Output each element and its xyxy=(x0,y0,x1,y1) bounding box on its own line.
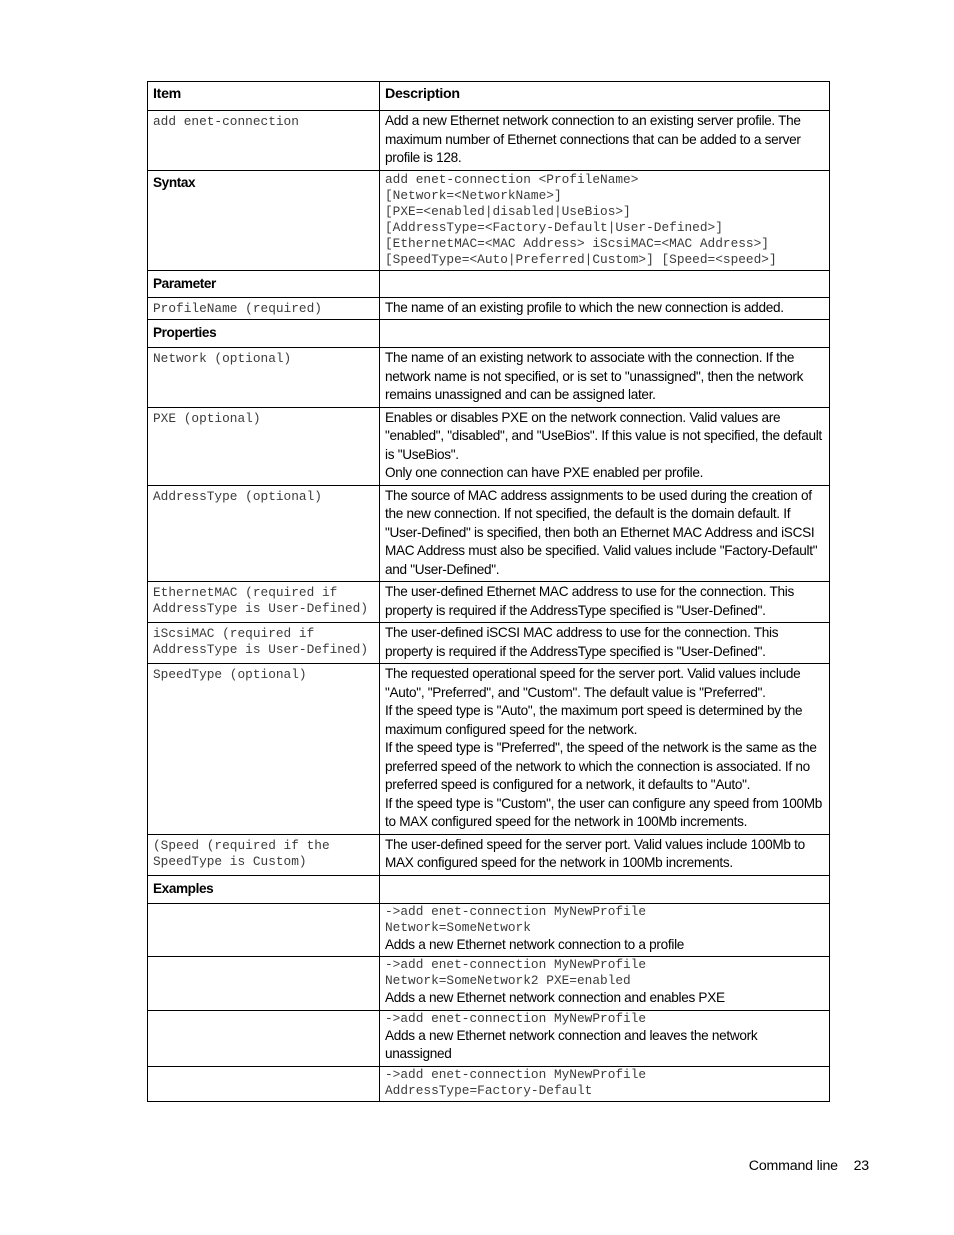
header-item: Item xyxy=(148,82,380,111)
parameter-1-name: ProfileName (required) xyxy=(153,300,322,316)
property-speed-name: (Speed (required if the SpeedType is Custom) xyxy=(153,837,338,869)
property-network-description xyxy=(380,348,830,408)
description-line: The user-defined Ethernet MAC address to use for the connection. This property is required if the AddressType specified is "User-Defined". xyxy=(385,584,794,618)
parameter-section-row xyxy=(148,270,830,297)
example-command: ->add enet-connection MyNewProfile Network=SomeNetwork xyxy=(385,903,647,935)
property-speedtype-name: SpeedType (optional) xyxy=(153,667,307,682)
description-line: The user-defined speed for the server port. Valid values include 100Mb to MAX configured speed for the network in 100Mb increments. xyxy=(385,836,805,870)
properties-section-row xyxy=(148,320,830,348)
description-line: The name of an existing profile to which the new connection is added. xyxy=(385,299,784,315)
syntax-line: [EthernetMAC=<MAC Address> iScsiMAC=<MAC Address>] xyxy=(385,235,769,251)
properties-label: Properties xyxy=(148,320,380,348)
examples-section-row xyxy=(148,875,830,903)
command-row xyxy=(148,111,830,171)
syntax-line: [SpeedType=<Auto|Preferred|Custom>] [Speed=<speed>] xyxy=(385,251,777,267)
syntax-line: [AddressType=<Factory-Default|User-Defined>] xyxy=(385,219,723,235)
property-ethernetmac-description xyxy=(380,582,830,623)
parameter-1-row xyxy=(148,297,830,320)
example-command: ->add enet-connection MyNewProfile xyxy=(385,1010,647,1026)
example-row xyxy=(148,1010,830,1066)
description-line: Only one connection can have PXE enabled per profile. xyxy=(385,465,704,480)
property-iscsimac-row xyxy=(148,623,830,664)
property-addresstype-description xyxy=(380,485,830,582)
description-line: Enables or disables PXE on the network connection. Valid values are "enabled", "disabled", and "UseBios". If this value is not specified, the default is "UseBios". xyxy=(385,409,822,462)
property-addresstype-row xyxy=(148,485,830,582)
command-name: add enet-connection xyxy=(153,114,299,129)
table-header-row xyxy=(148,82,830,111)
property-speedtype-row xyxy=(148,664,830,835)
examples-label: Examples xyxy=(148,875,380,903)
page-footer xyxy=(749,1158,869,1174)
property-iscsimac-description xyxy=(380,623,830,664)
syntax-label: Syntax xyxy=(148,170,380,270)
property-pxe-row xyxy=(148,407,830,485)
syntax-lines xyxy=(385,172,825,268)
property-pxe-name: PXE (optional) xyxy=(153,410,261,426)
example-row xyxy=(148,957,830,1011)
property-pxe-description xyxy=(380,407,830,485)
property-ethernetmac-name: EthernetMAC (required if AddressType is User-Defined) xyxy=(153,585,369,616)
example-row xyxy=(148,903,830,957)
header-description: Description xyxy=(380,82,830,111)
syntax-code xyxy=(380,170,830,270)
description-line: If the speed type is "Auto", the maximum port speed is determined by the maximum configured speed for the network. xyxy=(385,703,803,737)
example-description: Adds a new Ethernet network connection and leaves the network unassigned xyxy=(385,1027,758,1061)
property-speed-row xyxy=(148,834,830,875)
parameter-1-description xyxy=(380,297,830,320)
command-reference-table xyxy=(147,81,830,1102)
description-line: The name of an existing network to associate with the connection. If the network name is not specified, or is set to "unassigned", then the network remains unassigned and can be assigned later. xyxy=(385,350,804,402)
description-line: The requested operational speed for the server port. Valid values include "Auto", "Preferred", and "Custom". The default value is "Preferred". xyxy=(385,666,801,700)
property-network-name: Network (optional) xyxy=(153,351,292,366)
property-addresstype-name: AddressType (optional) xyxy=(153,488,322,504)
syntax-row xyxy=(148,170,830,270)
example-row xyxy=(148,1066,830,1101)
footer-section-title: Command line xyxy=(748,1158,838,1174)
example-command: ->add enet-connection MyNewProfile Network=SomeNetwork2 PXE=enabled xyxy=(385,957,647,988)
description-line: If the speed type is "Preferred", the speed of the network is the same as the preferred speed of the network to which the connection is associated. If no preferred speed is configured for a network, it defaults to "Auto". xyxy=(385,740,817,792)
example-description: Adds a new Ethernet network connection to a profile xyxy=(385,936,685,952)
syntax-line: [Network=<NetworkName>] xyxy=(385,187,562,203)
page-number: 23 xyxy=(853,1158,869,1174)
property-network-row xyxy=(148,348,830,408)
property-speedtype-description xyxy=(380,664,830,835)
syntax-line: [PXE=<enabled|disabled|UseBios>] xyxy=(385,203,631,219)
property-iscsimac-name: iScsiMAC (required if AddressType is User-Defined) xyxy=(153,626,369,657)
syntax-line: add enet-connection <ProfileName> xyxy=(385,171,639,187)
example-description: Adds a new Ethernet network connection and enables PXE xyxy=(385,990,725,1005)
example-command: ->add enet-connection MyNewProfile AddressType=Factory-Default xyxy=(385,1066,647,1098)
property-ethernetmac-row xyxy=(148,582,830,623)
description-line: The source of MAC address assignments to be used during the creation of the new connection. If not specified, the default is the domain default. If "User-Defined" is specified, then both an Ethernet MAC Address and iSCSI MAC Address must also be specified. Valid values include "Factory-Default" and "User-Defined". xyxy=(385,487,818,577)
description-line: If the speed type is "Custom", the user can configure any speed from 100Mb to MAX configured speed for the network in 100Mb increments. xyxy=(385,795,823,829)
parameter-label: Parameter xyxy=(148,270,380,297)
command-description: Add a new Ethernet network connection to an existing server profile. The maximum number of Ethernet connections that can be added to a server profile is 128. xyxy=(380,111,830,171)
property-speed-description xyxy=(380,834,830,875)
description-line: The user-defined iSCSI MAC address to use for the connection. This property is required if the AddressType specified is "User-Defined". xyxy=(385,625,779,659)
